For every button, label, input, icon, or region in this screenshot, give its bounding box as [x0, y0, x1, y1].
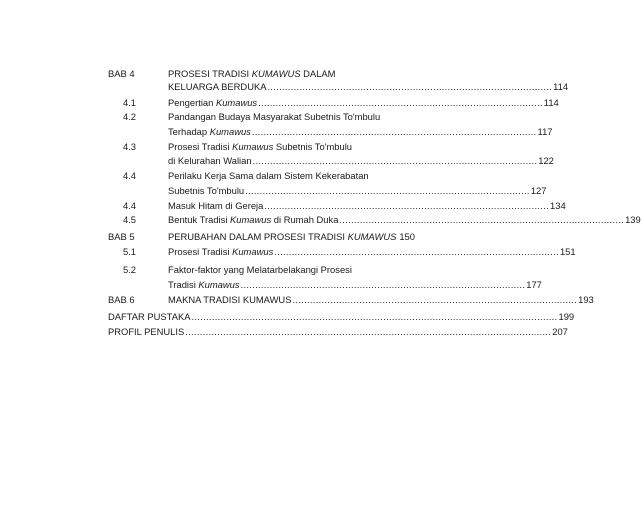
toc-entry[interactable]: PERUBAHAN DALAM PROSESI TRADISI KUMAWUS 150: [168, 231, 415, 242]
toc-entry[interactable]: Terhadap Kumawus .................................................................................................. 117: [168, 126, 553, 137]
toc-entry[interactable]: di Kelurahan Walian .................................................................................................. 122: [168, 155, 554, 166]
dot-leader: ..................................................................................................: [252, 155, 538, 166]
toc-entry[interactable]: Pengertian Kumawus .................................................................................................. 114: [168, 97, 559, 108]
dot-leader: ..................................................................................................: [245, 185, 530, 196]
toc-entry[interactable]: MAKNA TRADISI KUMAWUS .................................................................................................. 193: [168, 294, 594, 305]
page-number: 139: [625, 214, 641, 225]
chapter-title: PROSESI TRADISI KUMAWUS DALAM: [168, 68, 336, 79]
dot-leader: ..................................................................................................: [264, 200, 550, 211]
page-number: 193: [578, 294, 594, 305]
dot-leader: ..............................................................................................................................: [191, 311, 558, 322]
dot-leader: ..................................................................................................: [240, 279, 526, 290]
dot-leader: ..................................................................................................: [258, 97, 543, 108]
dot-leader: ..................................................................................................: [292, 294, 578, 305]
chapter-label: BAB 4: [108, 68, 135, 79]
dot-leader: ..................................................................................................: [274, 246, 559, 257]
toc-entry[interactable]: Tradisi Kumawus .................................................................................................. 177: [168, 279, 542, 290]
toc-entry[interactable]: DAFTAR PUSTAKA .............................................................................................................................. 199: [108, 311, 575, 322]
section-number: 5.1: [122, 246, 136, 257]
toc-entry-line: Faktor-faktor yang Melatarbelakangi Prosesi: [168, 264, 352, 275]
toc-entry[interactable]: Masuk Hitam di Gereja .................................................................................................. 134: [168, 200, 566, 211]
chapter-label: BAB 5: [108, 231, 135, 242]
section-number: 4.5: [122, 214, 136, 225]
dot-leader: ..................................................................................................: [251, 126, 537, 137]
toc-entry[interactable]: PROFIL PENULIS .............................................................................................................................. 207: [108, 326, 568, 337]
dot-leader: ..................................................................................................: [339, 214, 625, 225]
toc-entry-line: Pandangan Budaya Masyarakat Subetnis To'mbulu: [168, 111, 381, 122]
page-number: 117: [537, 126, 553, 137]
page-number: 127: [530, 185, 547, 196]
page-number: 150: [399, 231, 415, 242]
toc-entry[interactable]: Prosesi Tradisi Kumawus .................................................................................................. 151: [168, 246, 576, 257]
chapter-label: BAB 6: [108, 294, 135, 305]
section-number: 4.4: [122, 200, 136, 211]
toc-entry-line: Prosesi Tradisi Kumawus Subetnis To'mbulu: [168, 141, 353, 152]
page-number: 151: [559, 246, 576, 257]
page-number: 207: [552, 326, 568, 337]
page-number: 114: [553, 81, 569, 92]
section-number: 4.3: [122, 141, 136, 152]
page-number: 122: [538, 155, 554, 166]
page-number: 199: [558, 311, 575, 322]
section-number: 4.2: [122, 111, 136, 122]
section-number: 4.1: [122, 97, 136, 108]
section-number: 5.2: [122, 264, 136, 275]
toc-entry[interactable]: Bentuk Tradisi Kumawus di Rumah Duka .................................................................................................. 139: [168, 214, 641, 225]
dot-leader: ..................................................................................................: [267, 81, 553, 92]
section-number: 4.4: [122, 170, 136, 181]
page-number: 134: [550, 200, 566, 211]
page-number: 177: [526, 279, 542, 290]
dot-leader: [397, 231, 398, 242]
dot-leader: ..............................................................................................................................: [185, 326, 552, 337]
toc-entry[interactable]: Subetnis To'mbulu .................................................................................................. 127: [168, 185, 547, 196]
toc-entry-line: Perilaku Kerja Sama dalam Sistem Kekerabatan: [168, 170, 369, 181]
toc-entry[interactable]: KELUARGA BERDUKA .................................................................................................. 114: [168, 81, 569, 92]
page-number: 114: [543, 97, 559, 108]
